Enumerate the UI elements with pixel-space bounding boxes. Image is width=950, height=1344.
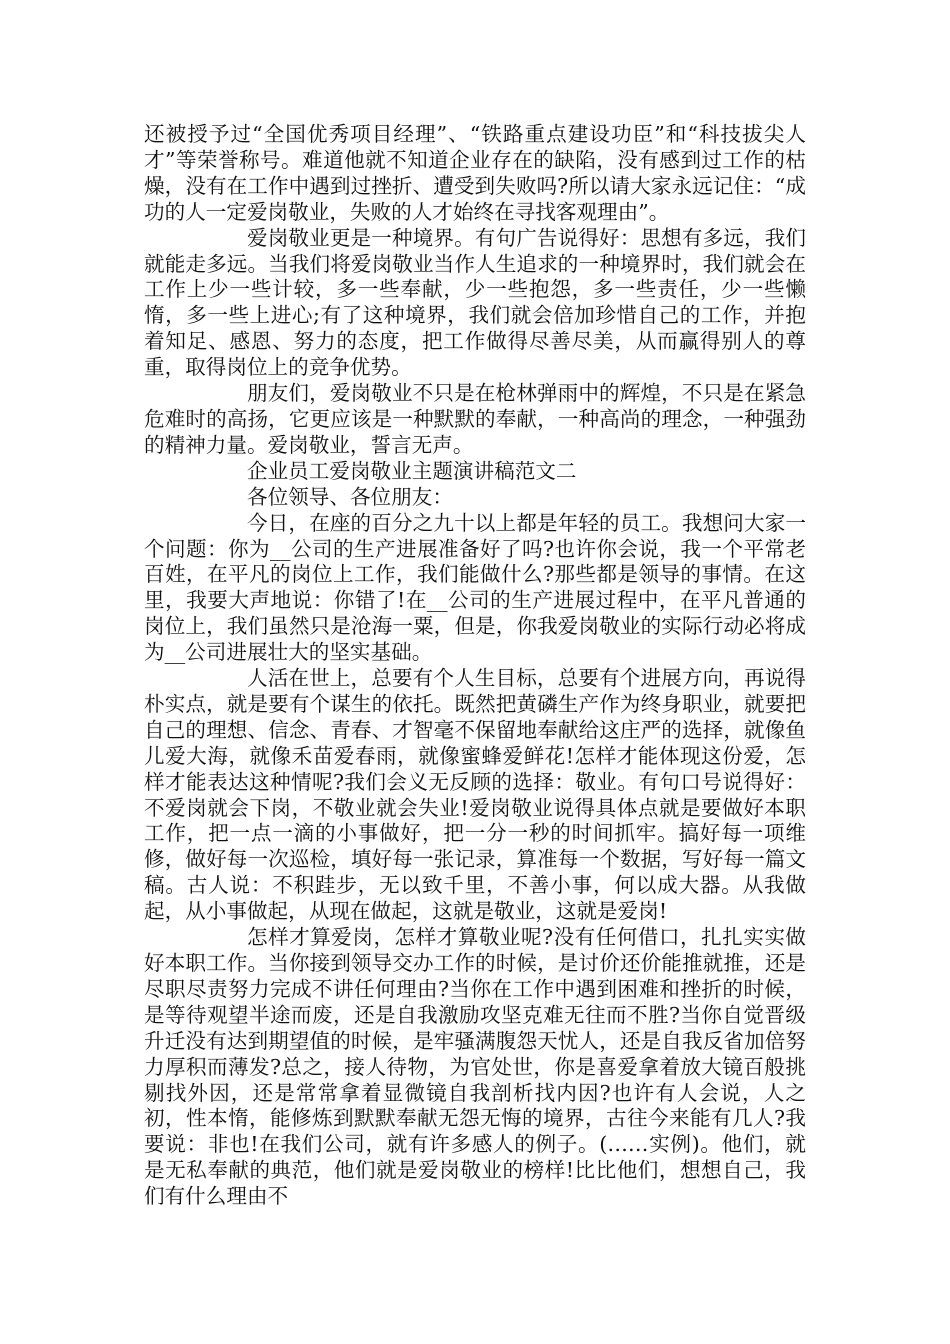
paragraph-8: 怎样才算爱岗，怎样才算敬业呢?没有任何借口，扎扎实实做好本职工作。当你接到领导交办工作的时候，是讨价还价能推就推，还是尽职尽责努力完成不讲任何理由?当你在工作中遇到困难和挫折的时候，是等待观望半途而废，还是自我激励攻坚克难无往而不胜?当你自觉晋级升迁没有达到期望值的时候，是牢骚满腹怨天忧人，还是自我反省加倍努力厚积而薄发?总之，接人待物，为官处世，你是喜爱拿着放大镜百般挑剔找外因，还是常常拿着显微镜自我剖析找内因?也许有人会说，人之初，性本惰，能修炼到默默奉献无怨无悔的境界，古往今来能有几人?我要说：非也!在我们公司，就有许多感人的例子。(……实例)。他们，就是无私奉献的典范，他们就是爱岗敬业的榜样!比比他们，想想自己，我们有什么理由不 <box>144 925 806 1209</box>
section-title: 企业员工爱岗敬业主题演讲稿范文二 <box>247 458 577 483</box>
paragraph-2: 爱岗敬业更是一种境界。有句广告说得好：思想有多远，我们就能走多远。当我们将爱岗敬业当作人生追求的一种境界时，我们就会在工作上少一些计较，多一些奉献，少一些抱怨，多一些责任，少一些懒惰，多一些上进心;有了这种境界，我们就会倍加珍惜自己的工作，并抱着知足、感恩、努力的态度，把工作做得尽善尽美，从而赢得别人的尊重，取得岗位上的竞争优势。 <box>144 225 806 380</box>
document-page <box>144 122 806 1210</box>
paragraph-1: 还被授予过“全国优秀项目经理”、“铁路重点建设功臣”和“科技拔尖人才”等荣誉称号。难道他就不知道企业存在的缺陷，没有感到过工作的枯燥，没有在工作中遇到过挫折、遭受到失败吗?所以请大家永远记住：“成功的人一定爱岗敬业，失败的人才始终在寻找客观理由”。 <box>144 122 806 224</box>
paragraph-3: 朋友们，爱岗敬业不只是在枪林弹雨中的辉煌，不只是在紧急危难时的高扬，它更应该是一种默默的奉献，一种高尚的理念，一种强劲的精神力量。爱岗敬业，誓言无声。 <box>144 381 806 457</box>
paragraph-7: 人活在世上，总要有个人生目标，总要有个进展方向，再说得朴实点，就是要有个谋生的依托。既然把黄磷生产作为终身职业，就要把自己的理想、信念、青春、才智毫不保留地奉献给这庄严的选择，就像鱼儿爱大海，就像禾苗爱春雨，就像蜜蜂爱鲜花!怎样才能体现这份爱，怎样才能表达这种情呢?我们会义无反顾的选择：敬业。有句口号说得好：不爱岗就会下岗，不敬业就会失业!爱岗敬业说得具体点就是要做好本职工作，把一点一滴的小事做好，把一分一秒的时间抓牢。搞好每一项维修，做好每一次巡检，填好每一张记录，算准每一个数据，写好每一篇文稿。古人说：不积跬步，无以致千里，不善小事，何以成大器。从我做起，从小事做起，从现在做起，这就是敬业，这就是爱岗! <box>144 666 806 924</box>
paragraph-6: 今日，在座的百分之九十以上都是年轻的员工。我想问大家一个问题：你为__公司的生产进展准备好了吗?也许你会说，我一个平常老百姓，在平凡的岗位上工作，我们能做什么?那些都是领导的事情。在这里，我要大声地说：你错了!在__公司的生产进展过程中，在平凡普通的岗位上，我们虽然只是沧海一粟，但是，你我爱岗敬业的实际行动必将成为__公司进展壮大的坚实基础。 <box>144 510 806 665</box>
salutation: 各位领导、各位朋友： <box>247 484 453 509</box>
